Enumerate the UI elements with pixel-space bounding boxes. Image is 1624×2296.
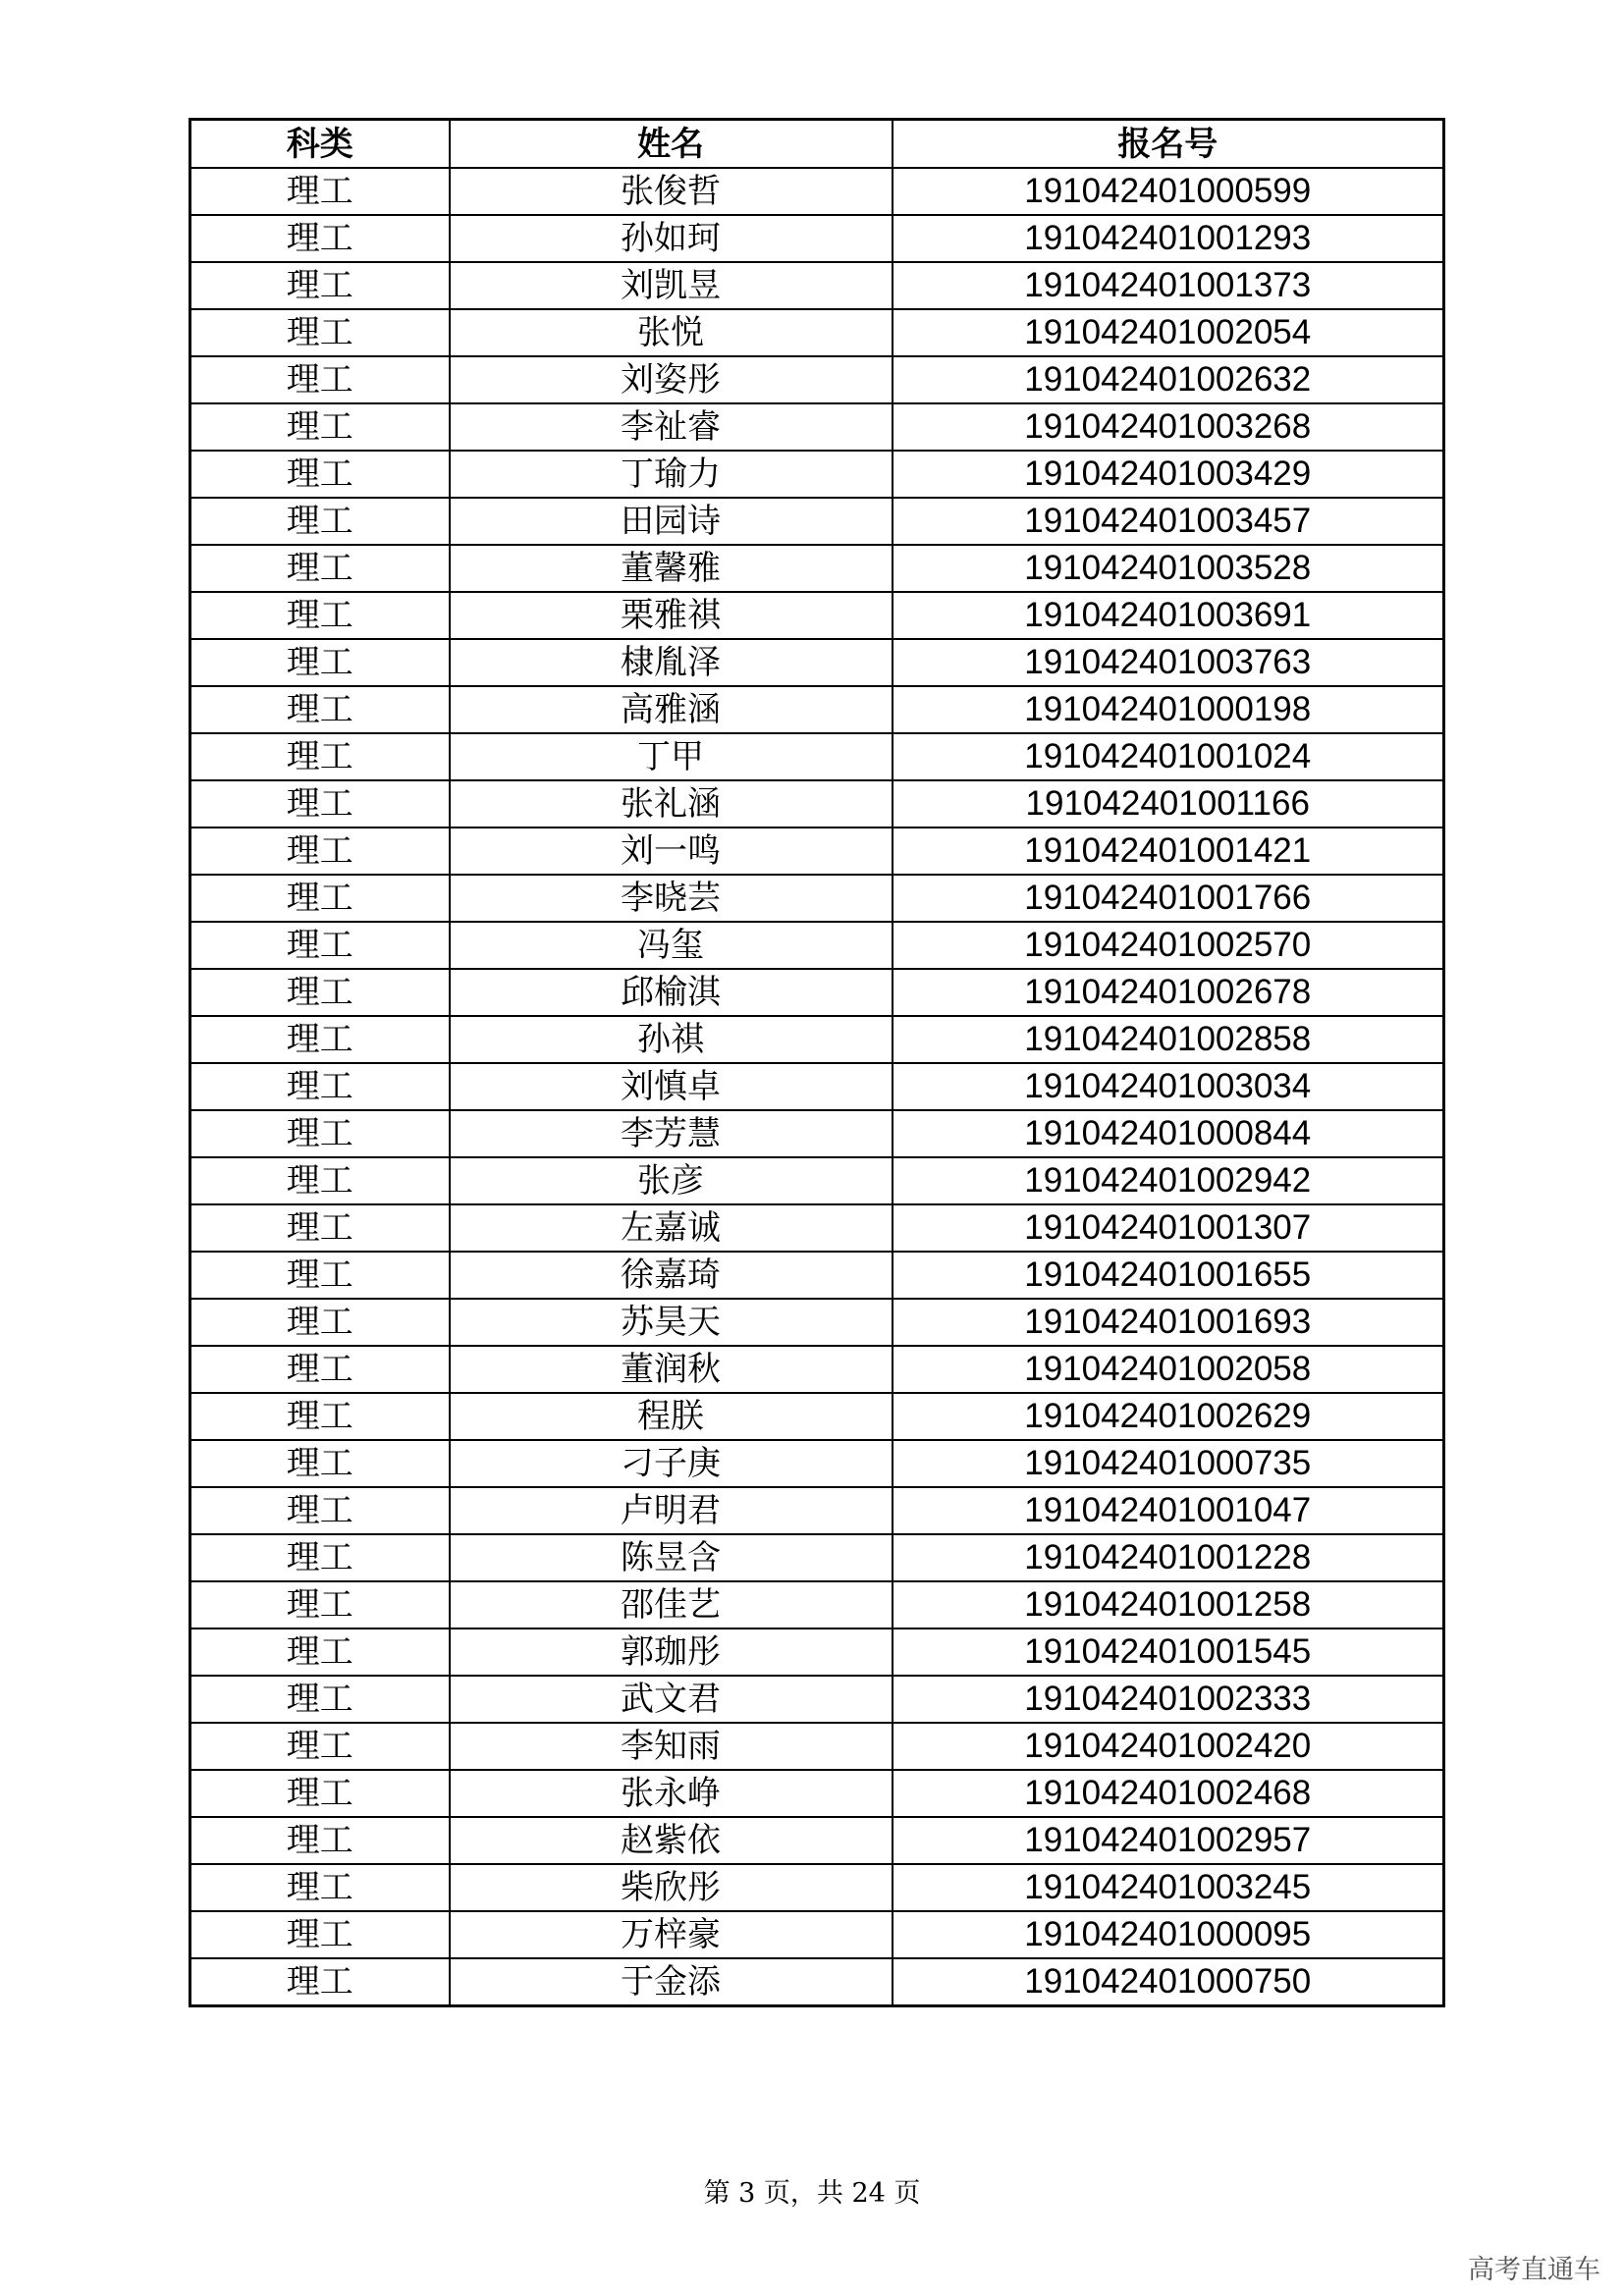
name-cell: 赵紫依 <box>450 1817 893 1864</box>
registration-number-cell: 191042401001307 <box>893 1204 1444 1252</box>
name-cell: 刘姿彤 <box>450 356 893 403</box>
subject-cell: 理工 <box>190 1063 450 1110</box>
roster-table <box>189 118 1445 2007</box>
name-cell: 丁甲 <box>450 733 893 780</box>
subject-cell: 理工 <box>190 1723 450 1770</box>
subject-cell: 理工 <box>190 1110 450 1157</box>
subject-cell: 理工 <box>190 686 450 733</box>
subject-cell: 理工 <box>190 1534 450 1581</box>
subject-cell: 理工 <box>190 922 450 969</box>
subject-cell: 理工 <box>190 1487 450 1534</box>
table-row <box>190 1817 1444 1864</box>
table-row <box>190 498 1444 545</box>
registration-number-cell: 191042401003457 <box>893 498 1444 545</box>
registration-number-cell: 191042401002858 <box>893 1016 1444 1063</box>
table-row <box>190 639 1444 686</box>
table-row <box>190 545 1444 592</box>
table-row <box>190 1204 1444 1252</box>
registration-number-cell: 191042401002570 <box>893 922 1444 969</box>
registration-number-cell: 191042401002333 <box>893 1676 1444 1723</box>
table-row <box>190 780 1444 828</box>
name-cell: 陈昱含 <box>450 1534 893 1581</box>
table-row <box>190 1440 1444 1487</box>
name-cell: 万梓豪 <box>450 1911 893 1958</box>
name-cell: 丁瑜力 <box>450 451 893 498</box>
subject-cell: 理工 <box>190 639 450 686</box>
page-number: 第 3 页，共 24 页 <box>703 2178 921 2209</box>
header-name: 姓名 <box>450 120 893 169</box>
table-row <box>190 969 1444 1016</box>
name-cell: 孙如珂 <box>450 215 893 262</box>
subject-cell: 理工 <box>190 403 450 451</box>
registration-number-cell: 191042401000599 <box>893 168 1444 215</box>
table-row <box>190 168 1444 215</box>
registration-number-cell: 191042401001166 <box>893 780 1444 828</box>
table-row <box>190 1063 1444 1110</box>
name-cell: 孙祺 <box>450 1016 893 1063</box>
registration-number-cell: 191042401003528 <box>893 545 1444 592</box>
subject-cell: 理工 <box>190 1676 450 1723</box>
subject-cell: 理工 <box>190 451 450 498</box>
subject-cell: 理工 <box>190 592 450 639</box>
table-row <box>190 356 1444 403</box>
subject-cell: 理工 <box>190 1252 450 1299</box>
name-cell: 棣胤泽 <box>450 639 893 686</box>
watermark: 高考直通车 <box>1468 2255 1600 2285</box>
table-row <box>190 1346 1444 1393</box>
registration-number-cell: 191042401002054 <box>893 309 1444 356</box>
registration-number-cell: 191042401001373 <box>893 262 1444 309</box>
registration-number-cell: 191042401002420 <box>893 1723 1444 1770</box>
subject-cell: 理工 <box>190 780 450 828</box>
name-cell: 张俊哲 <box>450 168 893 215</box>
table-row <box>190 262 1444 309</box>
registration-number-cell: 191042401003429 <box>893 451 1444 498</box>
table-row <box>190 592 1444 639</box>
registration-number-cell: 191042401002468 <box>893 1770 1444 1817</box>
table-row <box>190 1581 1444 1629</box>
header-row <box>190 120 1444 169</box>
subject-cell: 理工 <box>190 1958 450 2006</box>
registration-number-cell: 191042401000750 <box>893 1958 1444 2006</box>
table-row <box>190 1958 1444 2006</box>
subject-cell: 理工 <box>190 1770 450 1817</box>
table-row <box>190 1110 1444 1157</box>
header-subject: 科类 <box>190 120 450 169</box>
registration-number-cell: 191042401001047 <box>893 1487 1444 1534</box>
subject-cell: 理工 <box>190 168 450 215</box>
registration-number-cell: 191042401002678 <box>893 969 1444 1016</box>
table-row <box>190 1676 1444 1723</box>
subject-cell: 理工 <box>190 1817 450 1864</box>
registration-number-cell: 191042401002629 <box>893 1393 1444 1440</box>
name-cell: 刁子庚 <box>450 1440 893 1487</box>
name-cell: 高雅涵 <box>450 686 893 733</box>
name-cell: 柴欣彤 <box>450 1864 893 1911</box>
subject-cell: 理工 <box>190 356 450 403</box>
subject-cell: 理工 <box>190 545 450 592</box>
table-row <box>190 1157 1444 1204</box>
registration-number-cell: 191042401001766 <box>893 875 1444 922</box>
registration-number-cell: 191042401001693 <box>893 1299 1444 1346</box>
subject-cell: 理工 <box>190 1393 450 1440</box>
registration-number-cell: 191042401003268 <box>893 403 1444 451</box>
name-cell: 董馨雅 <box>450 545 893 592</box>
table-row <box>190 875 1444 922</box>
table-row <box>190 1723 1444 1770</box>
registration-number-cell: 191042401003691 <box>893 592 1444 639</box>
subject-cell: 理工 <box>190 1864 450 1911</box>
name-cell: 苏昊天 <box>450 1299 893 1346</box>
name-cell: 刘凯昱 <box>450 262 893 309</box>
registration-number-cell: 191042401001545 <box>893 1629 1444 1676</box>
registration-number-cell: 191042401002632 <box>893 356 1444 403</box>
name-cell: 于金添 <box>450 1958 893 2006</box>
name-cell: 栗雅祺 <box>450 592 893 639</box>
name-cell: 郭珈彤 <box>450 1629 893 1676</box>
table-row <box>190 686 1444 733</box>
registration-number-cell: 191042401001024 <box>893 733 1444 780</box>
subject-cell: 理工 <box>190 1157 450 1204</box>
subject-cell: 理工 <box>190 1911 450 1958</box>
header-registration-number: 报名号 <box>893 120 1444 169</box>
subject-cell: 理工 <box>190 1629 450 1676</box>
name-cell: 张悦 <box>450 309 893 356</box>
registration-number-cell: 191042401001228 <box>893 1534 1444 1581</box>
name-cell: 程朕 <box>450 1393 893 1440</box>
table-row <box>190 922 1444 969</box>
subject-cell: 理工 <box>190 1346 450 1393</box>
name-cell: 冯玺 <box>450 922 893 969</box>
table-body <box>190 168 1444 2006</box>
table-row <box>190 403 1444 451</box>
subject-cell: 理工 <box>190 1016 450 1063</box>
name-cell: 左嘉诚 <box>450 1204 893 1252</box>
subject-cell: 理工 <box>190 875 450 922</box>
subject-cell: 理工 <box>190 262 450 309</box>
subject-cell: 理工 <box>190 1299 450 1346</box>
registration-number-cell: 191042401000198 <box>893 686 1444 733</box>
registration-number-cell: 191042401002957 <box>893 1817 1444 1864</box>
subject-cell: 理工 <box>190 498 450 545</box>
table-row <box>190 215 1444 262</box>
name-cell: 李晓芸 <box>450 875 893 922</box>
registration-number-cell: 191042401000735 <box>893 1440 1444 1487</box>
subject-cell: 理工 <box>190 828 450 875</box>
table-row <box>190 1534 1444 1581</box>
table-row <box>190 1252 1444 1299</box>
name-cell: 田园诗 <box>450 498 893 545</box>
subject-cell: 理工 <box>190 1204 450 1252</box>
table-row <box>190 1393 1444 1440</box>
subject-cell: 理工 <box>190 733 450 780</box>
registration-number-cell: 191042401003034 <box>893 1063 1444 1110</box>
registration-number-cell: 191042401003763 <box>893 639 1444 686</box>
name-cell: 李芳慧 <box>450 1110 893 1157</box>
table-row <box>190 1299 1444 1346</box>
registration-number-cell: 191042401001655 <box>893 1252 1444 1299</box>
name-cell: 邱榆淇 <box>450 969 893 1016</box>
table-row <box>190 1770 1444 1817</box>
subject-cell: 理工 <box>190 1581 450 1629</box>
registration-number-cell: 191042401000095 <box>893 1911 1444 1958</box>
name-cell: 徐嘉琦 <box>450 1252 893 1299</box>
name-cell: 张礼涵 <box>450 780 893 828</box>
name-cell: 刘慎卓 <box>450 1063 893 1110</box>
name-cell: 刘一鸣 <box>450 828 893 875</box>
subject-cell: 理工 <box>190 969 450 1016</box>
name-cell: 董润秋 <box>450 1346 893 1393</box>
registration-number-cell: 191042401001258 <box>893 1581 1444 1629</box>
table-row <box>190 1016 1444 1063</box>
name-cell: 李祉睿 <box>450 403 893 451</box>
registration-number-cell: 191042401000844 <box>893 1110 1444 1157</box>
name-cell: 张永峥 <box>450 1770 893 1817</box>
table-row <box>190 309 1444 356</box>
table-row <box>190 1864 1444 1911</box>
table-row <box>190 828 1444 875</box>
registration-number-cell: 191042401002058 <box>893 1346 1444 1393</box>
table-row <box>190 1629 1444 1676</box>
name-cell: 张彦 <box>450 1157 893 1204</box>
name-cell: 李知雨 <box>450 1723 893 1770</box>
subject-cell: 理工 <box>190 215 450 262</box>
table-row <box>190 451 1444 498</box>
subject-cell: 理工 <box>190 309 450 356</box>
name-cell: 邵佳艺 <box>450 1581 893 1629</box>
registration-number-cell: 191042401003245 <box>893 1864 1444 1911</box>
table-row <box>190 1487 1444 1534</box>
table-row <box>190 733 1444 780</box>
name-cell: 卢明君 <box>450 1487 893 1534</box>
subject-cell: 理工 <box>190 1440 450 1487</box>
registration-number-cell: 191042401001293 <box>893 215 1444 262</box>
registration-number-cell: 191042401002942 <box>893 1157 1444 1204</box>
registration-number-cell: 191042401001421 <box>893 828 1444 875</box>
table-row <box>190 1911 1444 1958</box>
name-cell: 武文君 <box>450 1676 893 1723</box>
